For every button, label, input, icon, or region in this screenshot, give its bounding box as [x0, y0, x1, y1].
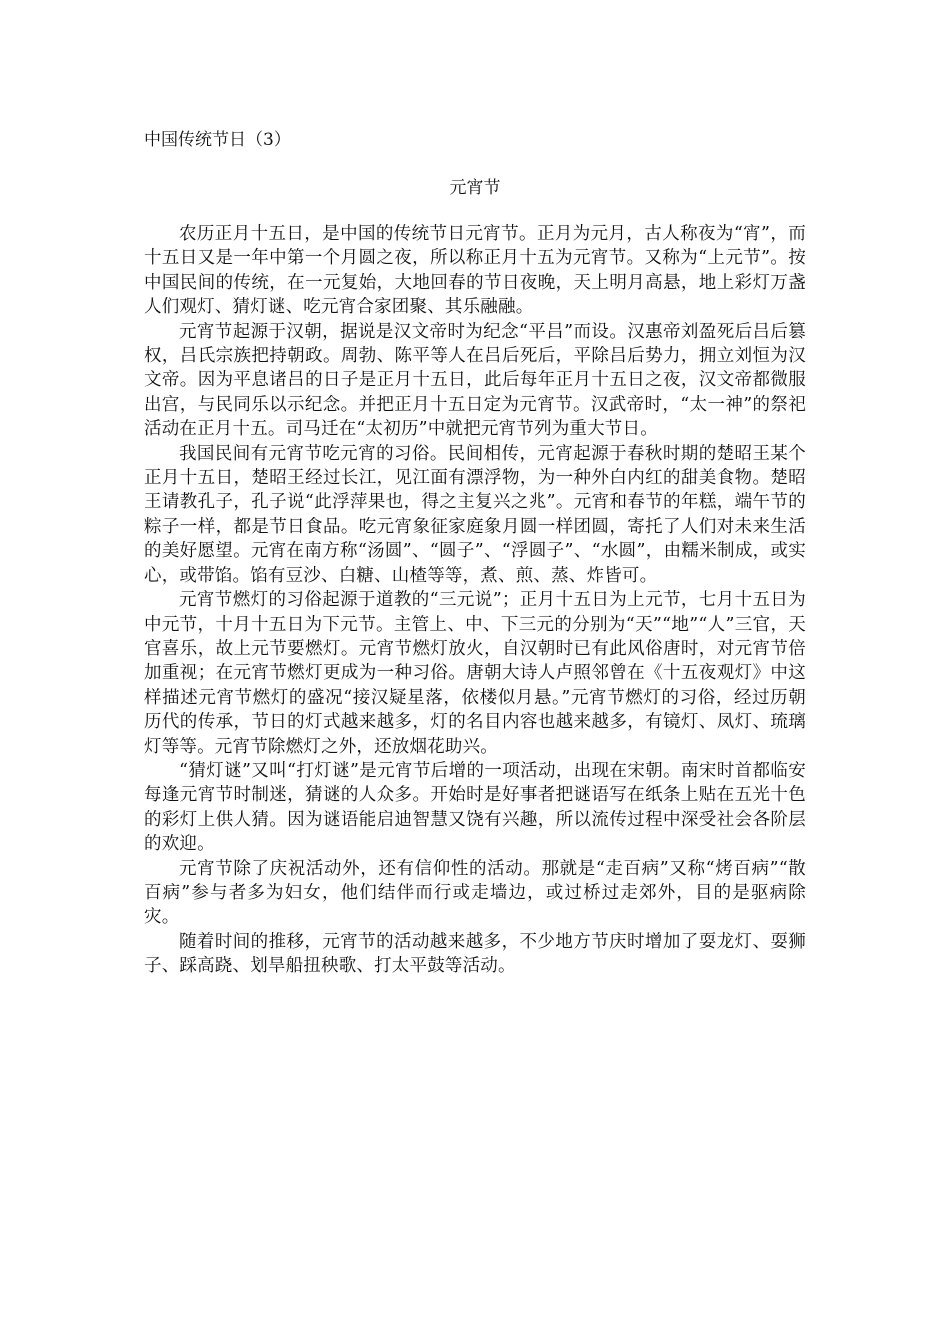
document-header: 中国传统节日（3）: [144, 130, 291, 150]
paragraph-origin: 元宵节起源于汉朝，据说是汉文帝时为纪念“平吕”而设。汉惠帝刘盈死后吕后篡权，吕氏宗族把持朝政。周勃、陈平等人在吕后死后，平除吕后势力，拥立刘恒为汉文帝。因为平息诸吕的日子是正月十五日，此后每年正月十五日之夜，汉文帝都微服出宫，与民同乐以示纪念。并把正月十五日定为元宵节。汉武帝时，“太一神”的祭祀活动在正月十五。司马迁在“太初历”中就把元宵节列为重大节日。: [144, 321, 806, 440]
document-body: [144, 222, 806, 979]
document-title: 元宵节: [449, 178, 501, 198]
paragraph-activities: 随着时间的推移，元宵节的活动越来越多，不少地方节庆时增加了耍龙灯、耍狮子、踩高跷、划旱船扭秧歌、打太平鼓等活动。: [144, 931, 806, 977]
paragraph-beliefs: 元宵节除了庆祝活动外，还有信仰性的活动。那就是“走百病”又称“烤百病”“散百病”参与者多为妇女，他们结伴而行或走墙边，或过桥过走郊外，目的是驱病除灾。: [144, 858, 806, 928]
paragraph-intro: 农历正月十五日，是中国的传统节日元宵节。正月为元月，古人称夜为“宵”，而十五日又是一年中第一个月圆之夜，所以称正月十五为元宵节。又称为“上元节”。按中国民间的传统，在一元复始，大地回春的节日夜晚，天上明月高悬，地上彩灯万盏人们观灯、猜灯谜、吃元宵合家团聚、其乐融融。: [144, 224, 806, 318]
paragraph-lanterns: 元宵节燃灯的习俗起源于道教的“三元说”；正月十五日为上元节，七月十五日为中元节，十月十五日为下元节。主管上、中、下三元的分别为“天”“地”“人”三官，天官喜乐，故上元节要燃灯。元宵节燃灯放火，自汉朝时已有此风俗唐时，对元宵节倍加重视；在元宵节燃灯更成为一种习俗。唐朝大诗人卢照邻曾在《十五夜观灯》中这样描述元宵节燃灯的盛况“接汉疑星落，依楼似月悬。”元宵节燃灯的习俗，经过历朝历代的传承，节日的灯式越来越多，灯的名目内容也越来越多，有镜灯、凤灯、琉璃灯等等。元宵节除燃灯之外，还放烟花助兴。: [144, 590, 806, 757]
paragraph-yuanxiao-food: 我国民间有元宵节吃元宵的习俗。民间相传，元宵起源于春秋时期的楚昭王某个正月十五日，楚昭王经过长江，见江面有漂浮物，为一种外白内红的甜美食物。楚昭王请教孔子，孔子说“此浮萍果也，得之主复兴之兆”。元宵和春节的年糕，端午节的粽子一样，都是节日食品。吃元宵象征家庭象月圆一样团圆，寄托了人们对未来生活的美好愿望。元宵在南方称“汤圆”、“圆子”、“浮圆子”、“水圆”，由糯米制成，或实心，或带馅。馅有豆沙、白糖、山楂等等，煮、煎、蒸、炸皆可。: [144, 443, 806, 586]
paragraph-riddles: “猜灯谜”又叫“打灯谜”是元宵节后增的一项活动，出现在宋朝。南宋时首都临安每逢元宵节时制迷，猜谜的人众多。开始时是好事者把谜语写在纸条上贴在五光十色的彩灯上供人猜。因为谜语能启迪智慧又饶有兴趣，所以流传过程中深受社会各阶层的欢迎。: [144, 760, 806, 855]
